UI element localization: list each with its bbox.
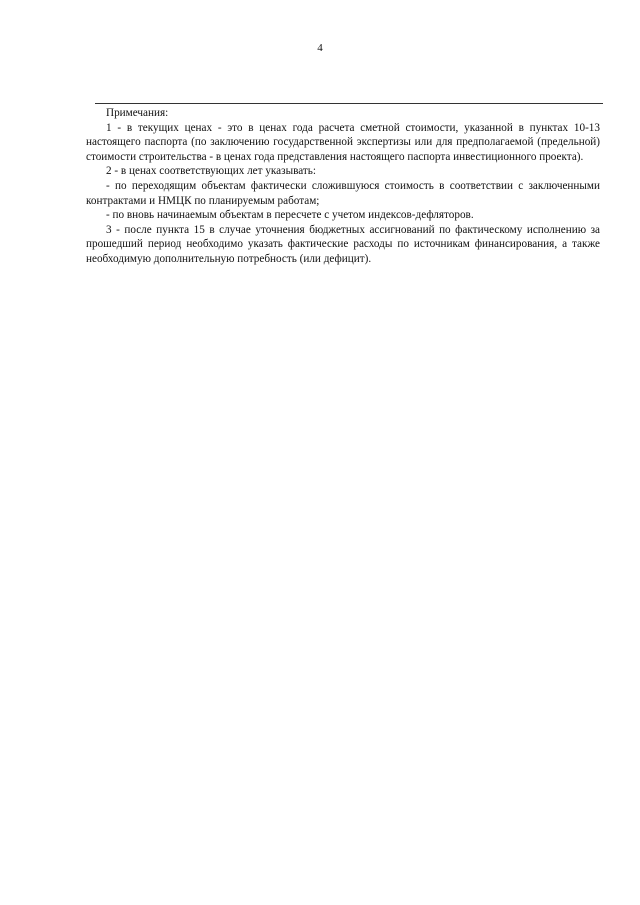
- note-item-3: 3 - после пункта 15 в случае уточнения бюджетных ассигнований по фактическому исполнению за прошедший период необходимо указать фактические расходы по источникам финансирования, а также необходимую дополнительную потребность (или дефицит).: [86, 223, 600, 265]
- notes-heading: Примечания:: [106, 107, 169, 119]
- page-number: 4: [317, 42, 323, 54]
- note-item-1: 1 - в текущих ценах - это в ценах года расчета сметной стоимости, указанной в пунктах 10-13 настоящего паспорта (по заключению государственной экспертизы или для предполагаемой (предельной) стоимости строительства - в ценах года представления настоящего паспорта инвестиционного проекта).: [86, 121, 600, 163]
- notes-section: [86, 106, 600, 267]
- note-item-2b: - по вновь начинаемым объектам в пересчете с учетом индексов-дефляторов.: [106, 209, 474, 222]
- note-item-2: 2 - в ценах соответствующих лет указывать:: [106, 165, 316, 178]
- note-item-2a: - по переходящим объектам фактически сложившуюся стоимость в соответствии с заключенными контрактами и НМЦК по планируемым работам;: [86, 179, 600, 207]
- notes-divider: [95, 103, 603, 104]
